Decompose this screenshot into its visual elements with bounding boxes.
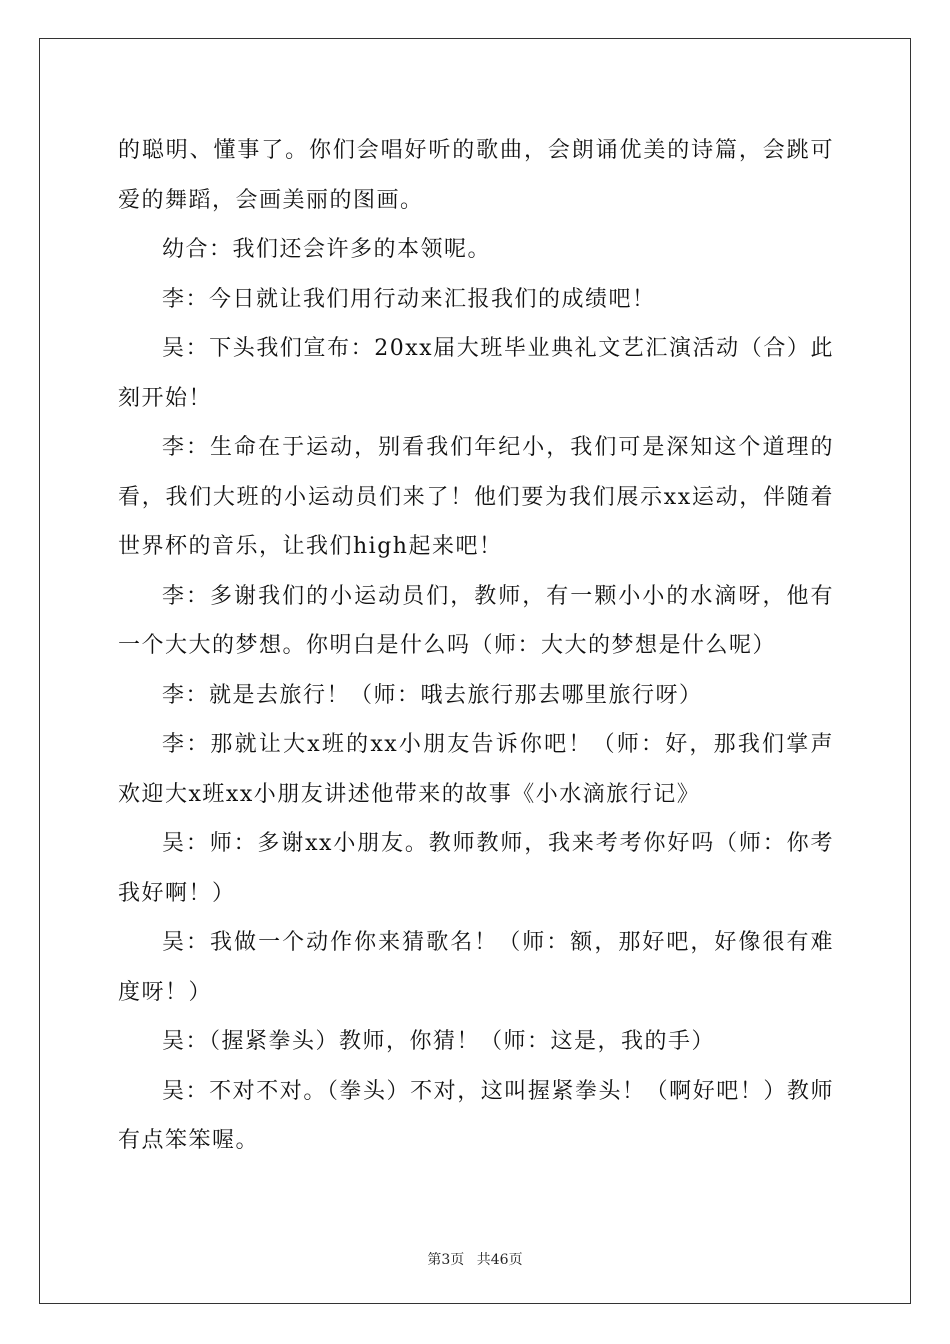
paragraph: 吴：（握紧拳头）教师，你猜！（师：这是，我的手） xyxy=(162,1029,716,1054)
paragraph: 李：那就让大x班的xx小朋友告诉你吧！（师：好，那我们掌声欢迎大x班xx小朋友讲述他带来的故事《小水滴旅行记》 xyxy=(118,732,834,807)
paragraph: 幼合：我们还会许多的本领呢。 xyxy=(162,237,492,262)
paragraph: 吴：下头我们宣布：20xx届大班毕业典礼文艺汇演活动（合）此刻开始！ xyxy=(118,336,834,411)
paragraph: 李：就是去旅行！（师：哦去旅行那去哪里旅行呀） xyxy=(162,682,703,708)
page-total: 共46页 xyxy=(476,1252,523,1268)
page-footer xyxy=(0,1249,950,1269)
paragraph: 李：生命在于运动，别看我们年纪小，我们可是深知这个道理的看，我们大班的小运动员们来了！他们要为我们展示xx运动，伴随着世界杯的音乐，让我们high起来吧！ xyxy=(118,435,834,559)
document-body xyxy=(118,126,834,1166)
paragraph: 吴：师：多谢xx小朋友。教师教师，我来考考你好吗（师：你考我好啊！） xyxy=(118,831,834,906)
paragraph: 李：今日就让我们用行动来汇报我们的成绩吧！ xyxy=(162,286,656,312)
paragraph: 李：多谢我们的小运动员们，教师，有一颗小小的水滴呀，他有一个大大的梦想。你明白是什么吗（师：大大的梦想是什么呢） xyxy=(118,583,834,658)
page-number: 第3页 xyxy=(427,1252,465,1268)
paragraph: 吴：不对不对。（拳头）不对，这叫握紧拳头！（啊好吧！）教师有点笨笨喔。 xyxy=(118,1078,834,1153)
paragraph: 吴：我做一个动作你来猜歌名！（师：额，那好吧，好像很有难度呀！） xyxy=(118,930,834,1005)
paragraph: 的聪明、懂事了。你们会唱好听的歌曲，会朗诵优美的诗篇，会跳可爱的舞蹈，会画美丽的图画。 xyxy=(118,138,834,213)
